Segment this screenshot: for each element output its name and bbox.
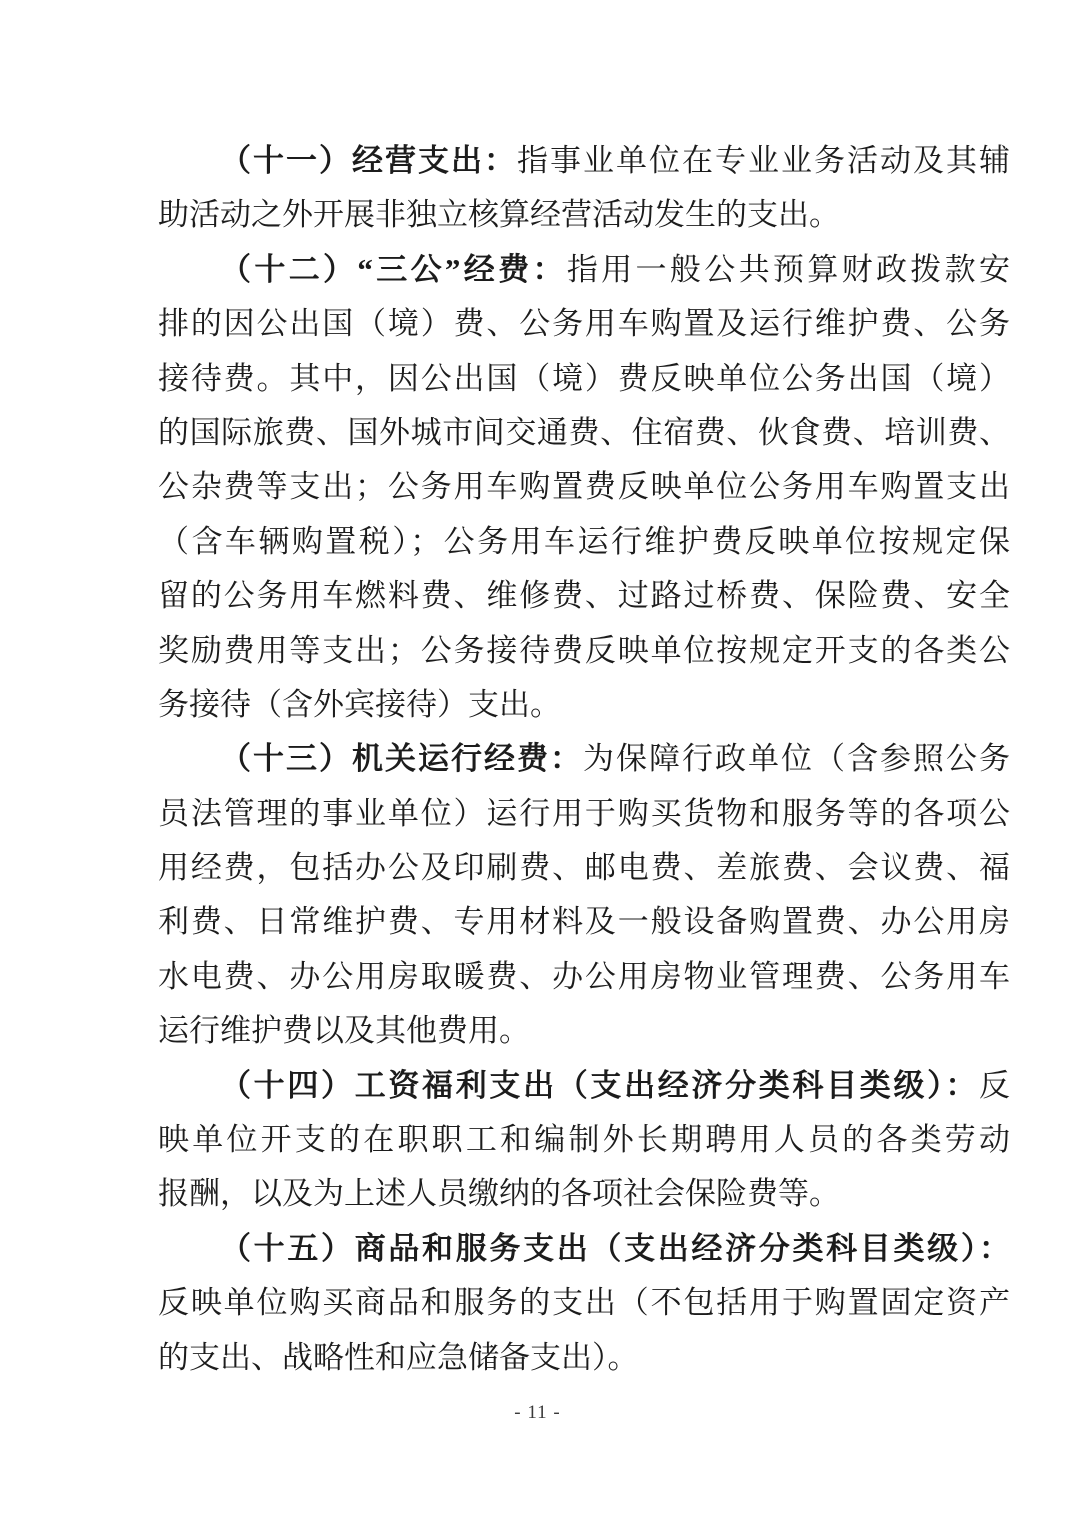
text-line xyxy=(158,1113,1010,1167)
paragraph-text: 的国际旅费、国外城市间交通费、住宿费、伙食费、培训费、 xyxy=(158,414,1010,450)
paragraph-heading: （十三）机关运行经费： xyxy=(220,741,583,777)
text-line xyxy=(158,134,1010,188)
paragraph-item-12 xyxy=(158,243,1010,733)
paragraph-text: 利费、日常维护费、专用材料及一般设备购置费、办公用房 xyxy=(158,904,1010,940)
page-number: - 11 - xyxy=(514,1402,561,1423)
text-line xyxy=(158,352,1010,406)
text-line xyxy=(158,1004,1010,1058)
paragraph-text: 接待费。其中，因公出国（境）费反映单位公务出国（境） xyxy=(158,360,1010,396)
text-line xyxy=(158,188,1010,242)
text-line xyxy=(158,841,1010,895)
paragraph-item-13 xyxy=(158,732,1010,1058)
text-line xyxy=(158,1167,1010,1221)
text-line xyxy=(158,515,1010,569)
text-line xyxy=(158,624,1010,678)
text-line xyxy=(158,1059,1010,1113)
text-line xyxy=(158,1276,1010,1330)
text-line xyxy=(158,1331,1010,1385)
text-line xyxy=(158,406,1010,460)
text-line xyxy=(158,243,1010,297)
paragraph-heading: （十五）商品和服务支出（支出经济分类科目类级）： xyxy=(220,1230,1010,1266)
paragraph-text: 指用一般公共预算财政拨款安 xyxy=(566,251,1010,287)
paragraph-item-15 xyxy=(158,1222,1010,1385)
text-line xyxy=(158,950,1010,1004)
document-body xyxy=(158,134,1010,1385)
paragraph-text: 务接待（含外宾接待）支出。 xyxy=(158,686,561,722)
paragraph-text: 运行维护费以及其他费用。 xyxy=(158,1013,530,1049)
text-line xyxy=(158,732,1010,786)
paragraph-text: 指事业单位在专业业务活动及其辅 xyxy=(517,143,1010,178)
text-line xyxy=(158,895,1010,949)
paragraph-heading: （十一）经营支出： xyxy=(220,143,517,178)
paragraph-text: 公杂费等支出；公务用车购置费反映单位公务用车购置支出 xyxy=(158,469,1010,505)
paragraph-heading: （十四）工资福利支出（支出经济分类科目类级）： xyxy=(220,1067,979,1103)
paragraph-text: 水电费、办公用房取暖费、办公用房物业管理费、公务用车 xyxy=(158,958,1010,994)
paragraph-item-11 xyxy=(158,134,1010,243)
paragraph-text: 反映单位购买商品和服务的支出（不包括用于购置固定资产 xyxy=(158,1285,1010,1321)
paragraph-text: 留的公务用车燃料费、维修费、过路过桥费、保险费、安全 xyxy=(158,578,1010,614)
paragraph-text: 映单位开支的在职职工和编制外长期聘用人员的各类劳动 xyxy=(158,1122,1010,1158)
paragraph-text: 用经费，包括办公及印刷费、邮电费、差旅费、会议费、福 xyxy=(158,850,1010,886)
paragraph-text: 为保障行政单位（含参照公务 xyxy=(583,741,1010,777)
paragraph-text: 员法管理的事业单位）运行用于购买货物和服务等的各项公 xyxy=(158,795,1010,831)
paragraph-text: 报酬，以及为上述人员缴纳的各项社会保险费等。 xyxy=(158,1176,840,1212)
text-line xyxy=(158,787,1010,841)
paragraph-item-14 xyxy=(158,1059,1010,1222)
text-line xyxy=(158,678,1010,732)
paragraph-heading: （十二）“三公”经费： xyxy=(220,251,567,287)
text-line xyxy=(158,460,1010,514)
text-line xyxy=(158,297,1010,351)
paragraph-text: 奖励费用等支出；公务接待费反映单位按规定开支的各类公 xyxy=(158,632,1010,668)
paragraph-text: 的支出、战略性和应急储备支出）。 xyxy=(158,1339,639,1375)
paragraph-text: （含车辆购置税）；公务用车运行维护费反映单位按规定保 xyxy=(158,523,1010,559)
text-line xyxy=(158,1222,1010,1276)
paragraph-text: 助活动之外开展非独立核算经营活动发生的支出。 xyxy=(158,197,840,233)
text-line xyxy=(158,569,1010,623)
paragraph-text: 反 xyxy=(979,1067,1010,1103)
paragraph-text: 排的因公出国（境）费、公务用车购置及运行维护费、公务 xyxy=(158,306,1010,342)
